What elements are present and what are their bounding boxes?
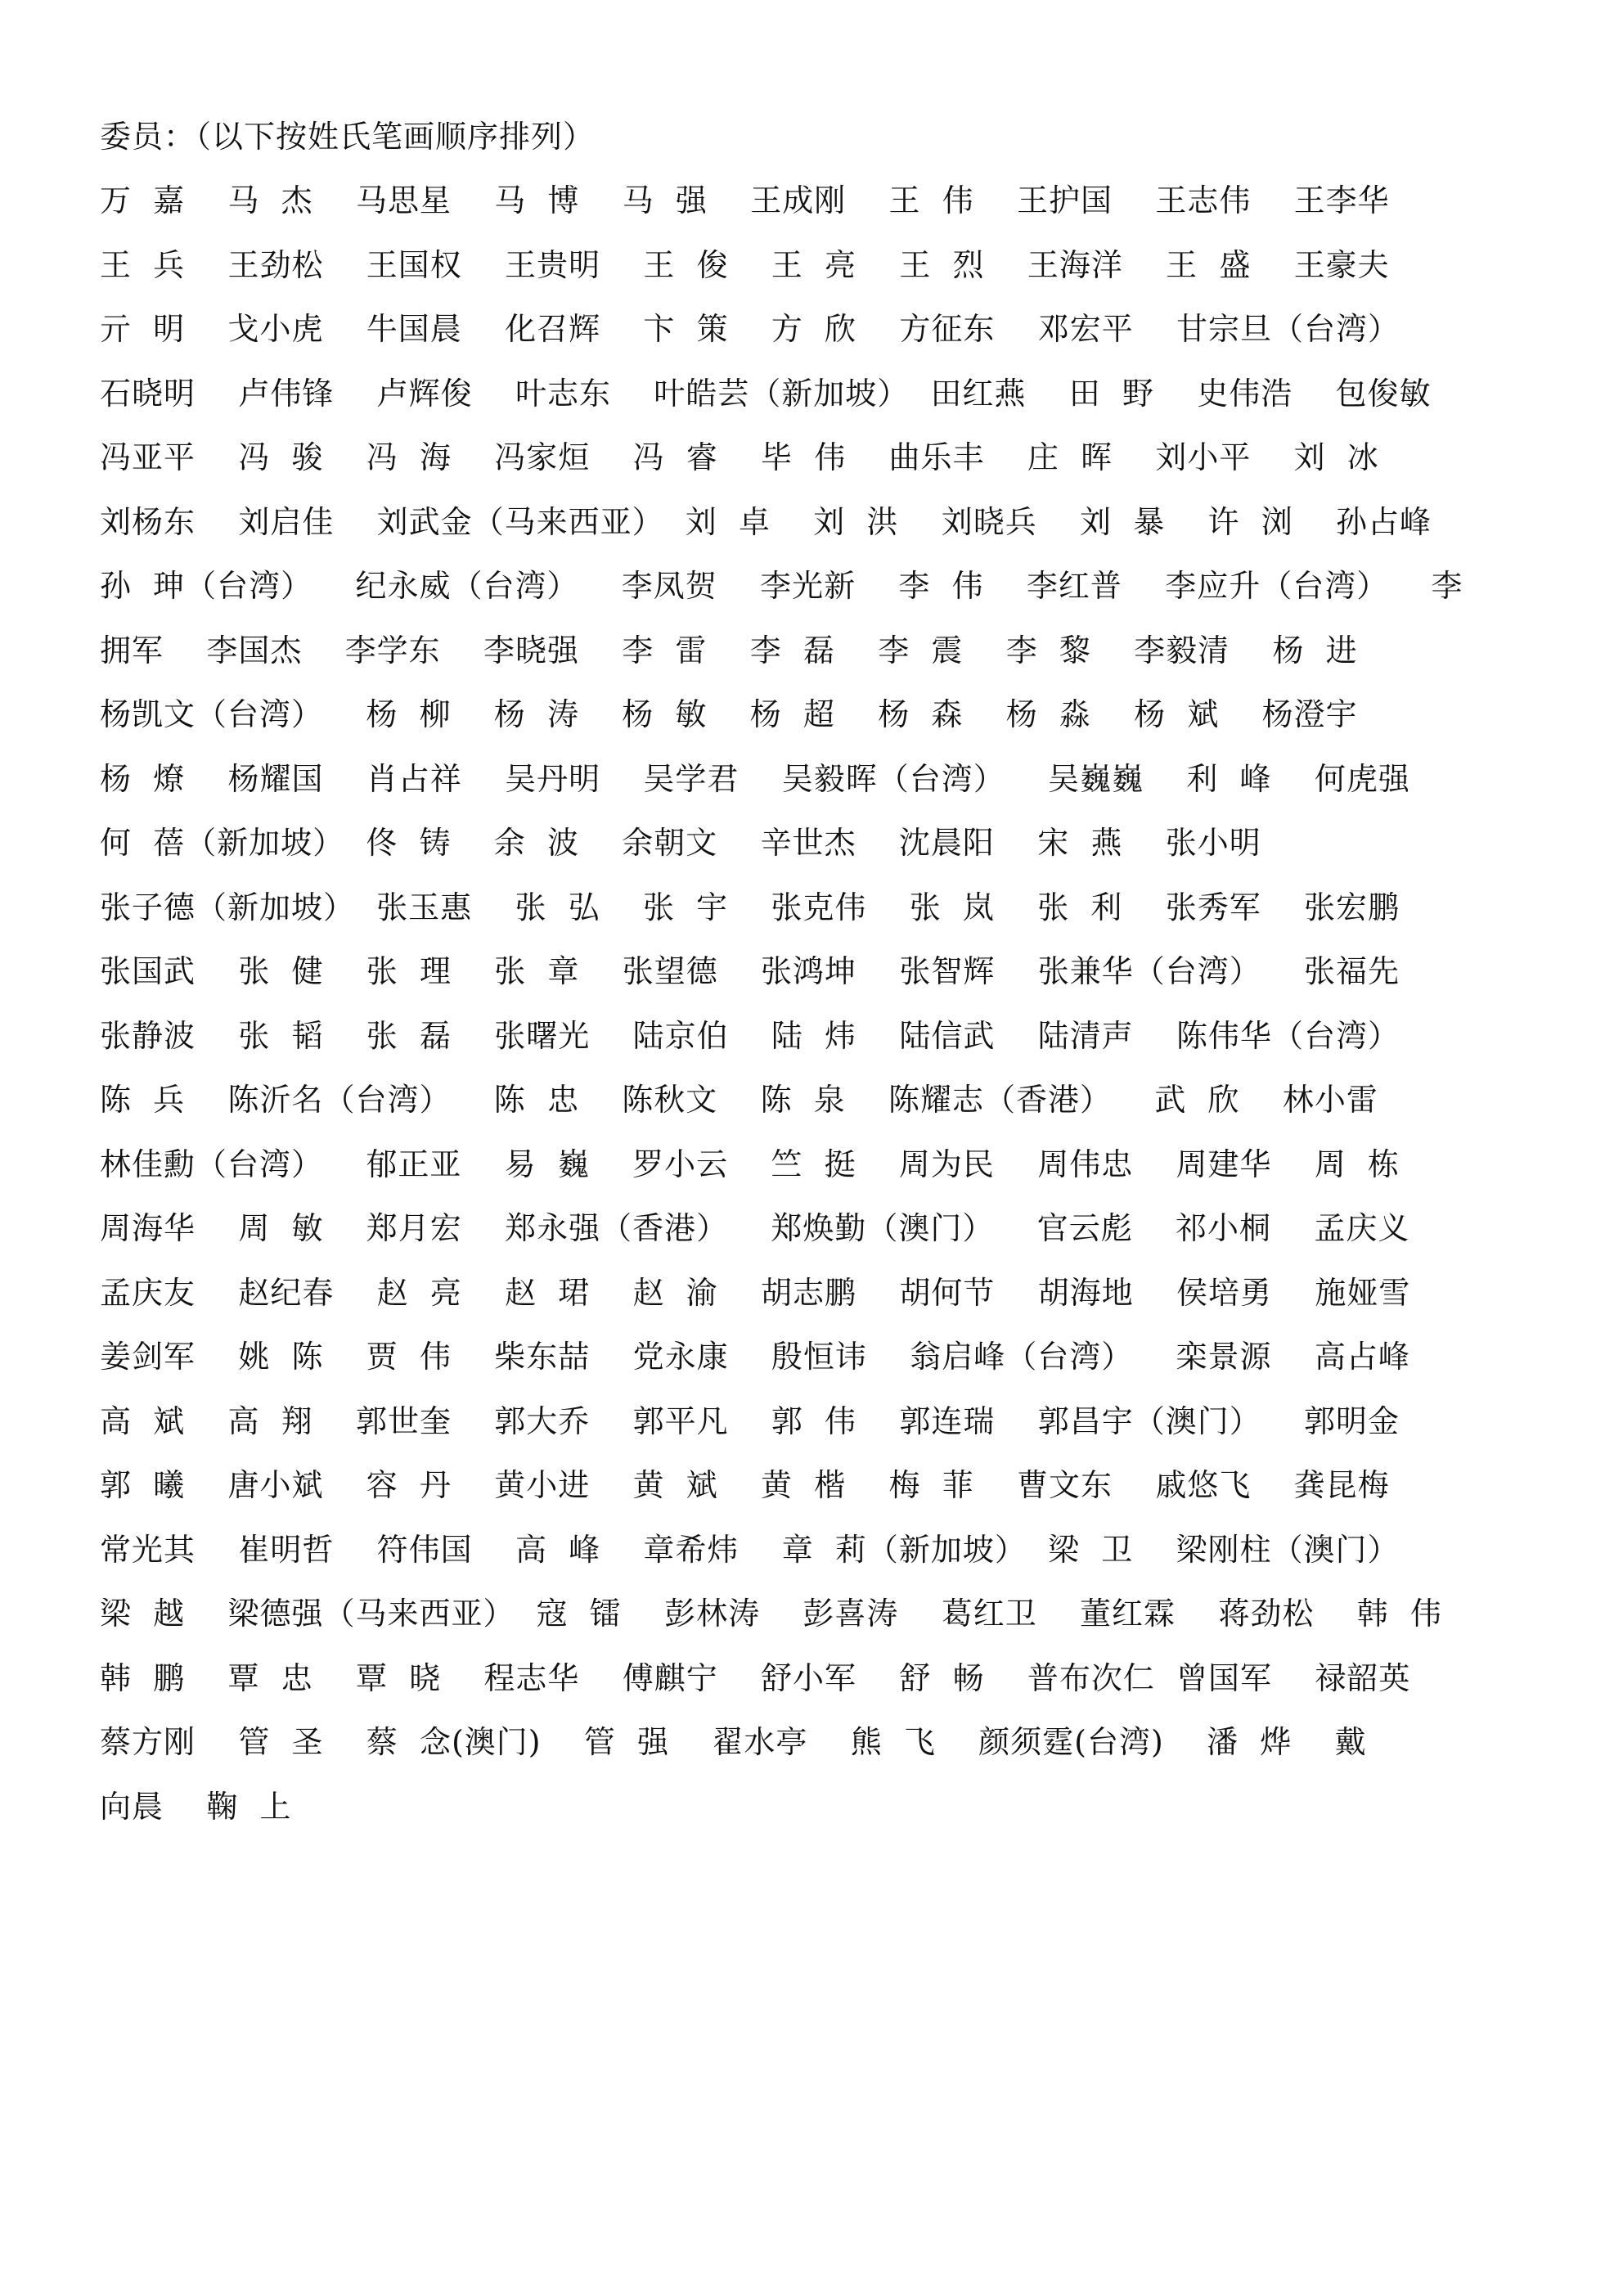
name-list-line-4: 石晓明 卢伟锋 卢辉俊 叶志东 叶皓芸（新加坡） 田红燕 田 野 史伟浩 包俊敏 — [100, 375, 1432, 412]
name-list-line-10: 杨 燎 杨耀国 肖占祥 吴丹明 吴学君 吴毅晖（台湾） 吴巍巍 利 峰 何虎强 — [100, 760, 1410, 797]
name-list-line-15: 陈 兵 陈沂名（台湾） 陈 忠 陈秋文 陈 泉 陈耀志（香港） 武 欣 林小雷 — [100, 1082, 1378, 1118]
name-list-line-12: 张子德（新加坡） 张玉惠 张 弘 张 宇 张克伟 张 岚 张 利 张秀军 张宏鹏 — [100, 889, 1400, 925]
name-list-line-6: 刘杨东 刘启佳 刘武金（马来西亚） 刘 卓 刘 洪 刘晓兵 刘 暴 许 浏 孙占峰 — [100, 503, 1432, 540]
name-list-line-1: 万 嘉 马 杰 马思星 马 博 马 强 王成刚 王 伟 王护国 王志伟 王李华 — [100, 182, 1390, 218]
name-list-line-11: 何 蓓（新加坡） 佟 铸 余 波 余朝文 辛世杰 沈晨阳 宋 燕 张小明 — [100, 825, 1261, 861]
name-list-line-13: 张国武 张 健 张 理 张 章 张望德 张鸿坤 张智辉 张兼华（台湾） 张福先 — [100, 953, 1400, 989]
name-list-line-24: 韩 鹏 覃 忠 覃 晓 程志华 傅麒宁 舒小军 舒 畅 普布次仁 曾国军 禄韶英 — [100, 1659, 1411, 1696]
member-list-document — [100, 105, 1540, 1839]
name-list-line-17: 周海华 周 敏 郑月宏 郑永强（香港） 郑焕勤（澳门） 官云彪 祁小桐 孟庆义 — [100, 1210, 1410, 1246]
name-list-line-14: 张静波 张 韬 张 磊 张曙光 陆京伯 陆 炜 陆信武 陆清声 陈伟华（台湾） — [100, 1017, 1400, 1054]
name-list-line-9: 杨凯文（台湾） 杨 柳 杨 涛 杨 敏 杨 超 杨 森 杨 淼 杨 斌 杨澄宇 — [100, 696, 1358, 732]
committee-members-heading: 委员：（以下按姓氏笔画顺序排列） — [100, 119, 596, 155]
name-list-line-8: 拥军 李国杰 李学东 李晓强 李 雷 李 磊 李 震 李 黎 李毅清 杨 进 — [100, 632, 1358, 669]
name-list-line-23: 梁 越 梁德强（马来西亚） 寇 镭 彭林涛 彭喜涛 葛红卫 董红霖 蒋劲松 韩 伟 — [100, 1596, 1442, 1632]
name-list-line-2: 王 兵 王劲松 王国权 王贵明 王 俊 王 亮 王 烈 王海洋 王 盛 王豪夫 — [100, 246, 1390, 283]
name-list-line-21: 郭 曦 唐小斌 容 丹 黄小进 黄 斌 黄 楷 梅 菲 曹文东 戚悠飞 龚昆梅 — [100, 1467, 1390, 1503]
name-list-line-3: 亓 明 戈小虎 牛国晨 化召辉 卞 策 方 欣 方征东 邓宏平 甘宗旦（台湾） — [100, 311, 1400, 347]
name-list-line-16: 林佳勳（台湾） 郁正亚 易 巍 罗小云 竺 挺 周为民 周伟忠 周建华 周 栋 — [100, 1146, 1400, 1182]
name-list-line-20: 高 斌 高 翔 郭世奎 郭大乔 郭平凡 郭 伟 郭连瑞 郭昌宇（澳门） 郭明金 — [100, 1402, 1400, 1439]
name-list-line-18: 孟庆友 赵纪春 赵 亮 赵 珺 赵 渝 胡志鹏 胡何节 胡海地 侯培勇 施娅雪 — [100, 1274, 1411, 1311]
name-list-line-25: 蔡方刚 管 圣 蔡 念(澳门) 管 强 翟水亭 熊 飞 颜须霆(台湾) 潘 烨 戴 — [100, 1724, 1367, 1760]
name-list-line-22: 常光其 崔明哲 符伟国 高 峰 章希炜 章 莉（新加坡） 梁 卫 梁刚柱（澳门） — [100, 1531, 1400, 1568]
name-list-line-26: 向晨 鞠 上 — [100, 1788, 292, 1825]
name-list-line-5: 冯亚平 冯 骏 冯 海 冯家烜 冯 睿 毕 伟 曲乐丰 庄 晖 刘小平 刘 冰 — [100, 439, 1379, 475]
name-list-line-19: 姜剑军 姚 陈 贾 伟 柴东喆 党永康 殷恒讳 翁启峰（台湾） 栾景源 高占峰 — [100, 1339, 1410, 1375]
name-list-line-7: 孙 珅（台湾） 纪永威（台湾） 李凤贺 李光新 李 伟 李红普 李应升（台湾） 李 — [100, 568, 1463, 604]
